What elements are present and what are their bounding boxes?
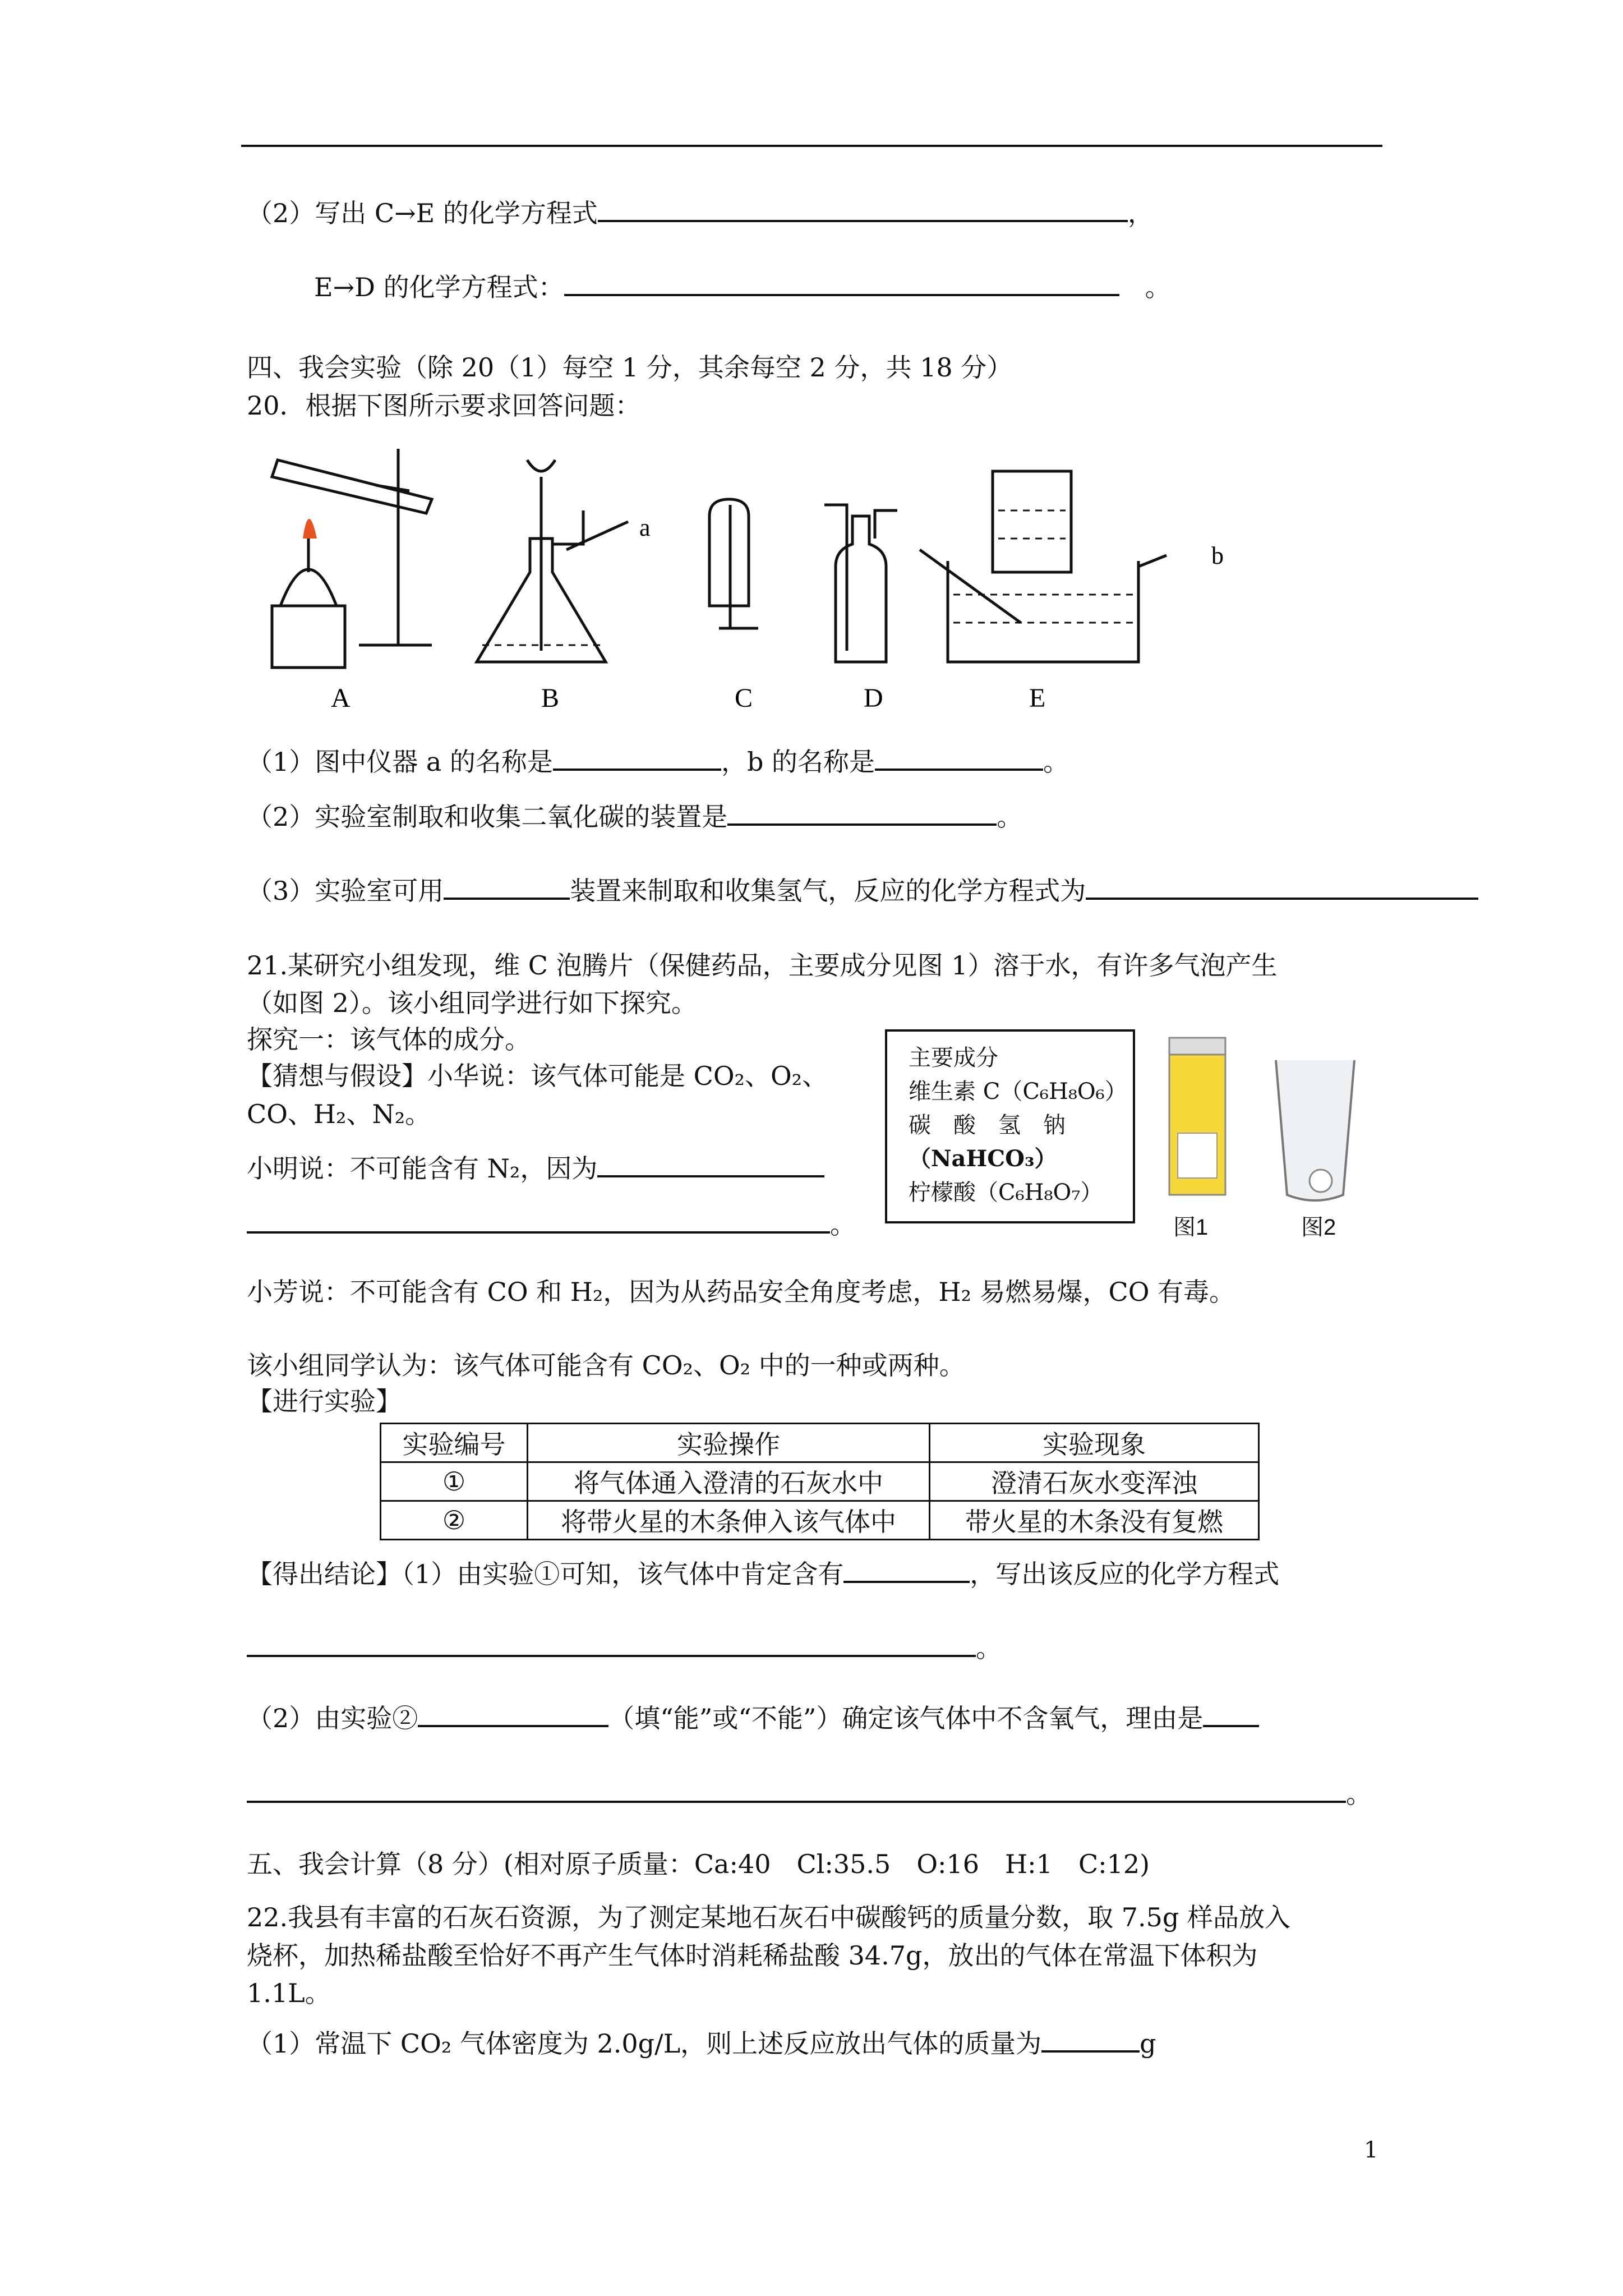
table-cell: 澄清石灰水变浑浊 — [930, 1462, 1259, 1501]
apparatus-label-a: A — [331, 683, 351, 713]
answer-blank[interactable] — [418, 1703, 608, 1727]
gas-bottle — [993, 471, 1071, 572]
table-cell: ② — [381, 1501, 528, 1540]
q22-line3: 1.1L。 — [247, 1978, 331, 2008]
q20-part1: （1）图中仪器 a 的名称是 ，b 的名称是 。 — [247, 747, 1069, 777]
answer-blank[interactable] — [727, 801, 997, 826]
header-rule — [241, 145, 1382, 147]
q21-xiaofang: 小芳说：不可能含有 CO 和 H₂，因为从药品安全角度考虑，H₂ 易燃易爆，CO 有毒。 — [247, 1277, 1235, 1307]
table-row — [381, 1501, 1259, 1540]
q19-line1: （2）写出 C→E 的化学方程式 ， — [247, 198, 1154, 228]
answer-blank[interactable] — [1086, 875, 1478, 900]
q20-part3: （3）实验室可用 装置来制取和收集氢气，反应的化学方程式为 — [247, 875, 1478, 907]
answer-blank[interactable] — [444, 875, 570, 900]
bottle-d — [836, 516, 886, 662]
q21-intro2: （如图 2）。该小组同学进行如下探究。 — [247, 988, 697, 1018]
q21-conclusion2: （2）由实验② （填“能”或“不能”）确定该气体中不含氧气，理由是 — [247, 1703, 1259, 1734]
apparatus-figure — [247, 438, 1256, 729]
table-header: 实验现象 — [930, 1424, 1259, 1462]
lamp-base — [272, 606, 345, 668]
box-line1: 维生素 C（C₆H₈O₆） — [909, 1079, 1127, 1105]
q21-hypo1: 【猜想与假设】小华说：该气体可能是 CO₂、O₂、 — [247, 1061, 828, 1091]
answer-blank[interactable] — [247, 1632, 976, 1657]
table-row — [381, 1462, 1259, 1501]
table-header: 实验操作 — [528, 1424, 930, 1462]
answer-blank[interactable] — [1203, 1703, 1259, 1727]
q21-conclusion2-line2: 。 — [247, 1778, 1372, 1810]
label-a: a — [639, 514, 651, 541]
q22-line2: 烧杯，加热稀盐酸至恰好不再产生气体时消耗稀盐酸 34.7g，放出的气体在常温下体积为 — [247, 1940, 1258, 1971]
label-b: b — [1211, 542, 1224, 569]
answer-blank[interactable] — [598, 197, 1128, 222]
answer-blank[interactable] — [247, 1778, 1346, 1803]
glass-image — [1265, 1049, 1366, 1212]
box-line2: 碳 酸 氢 钠 — [909, 1112, 1066, 1138]
lamp-body — [280, 569, 336, 606]
table-header: 实验编号 — [381, 1424, 528, 1462]
q21-conclusion1-line2: 。 — [247, 1632, 1002, 1664]
q20-intro: 20．根据下图所示要求回答问题： — [247, 390, 641, 421]
box-title: 主要成分 — [909, 1045, 998, 1071]
answer-blank[interactable] — [247, 1209, 830, 1234]
answer-blank[interactable] — [875, 746, 1043, 771]
water-trough — [948, 561, 1138, 662]
test-tube — [272, 460, 432, 513]
q22-part1: （1）常温下 CO₂ 气体密度为 2.0g/L，则上述反应放出气体的质量为 g — [247, 2028, 1156, 2059]
q20-part2: （2）实验室制取和收集二氧化碳的装置是 。 — [247, 802, 1023, 832]
q22-line1: 22.我县有丰富的石灰石资源，为了测定某地石灰石中碳酸钙的质量分数，取 7.5g 样品放入 — [247, 1902, 1291, 1932]
q21-hypo2: CO、H₂、N₂。 — [247, 1099, 431, 1129]
apparatus-label-e: E — [1029, 683, 1046, 713]
fig1-caption: 图1 — [1173, 1215, 1209, 1240]
page-number: 1 — [1364, 2137, 1378, 2163]
q21-xiaoming-line2: 。 — [247, 1209, 856, 1240]
q21-group: 该小组同学认为：该气体可能含有 CO₂、O₂ 中的一种或两种。 — [247, 1350, 965, 1381]
answer-blank[interactable] — [553, 746, 721, 771]
table-cell: ① — [381, 1462, 528, 1501]
apparatus-label-b: B — [541, 683, 560, 713]
answer-blank[interactable] — [1041, 2028, 1140, 2053]
table-header-row — [381, 1424, 1259, 1462]
flame — [303, 519, 317, 539]
fig2-caption: 图2 — [1301, 1215, 1336, 1240]
answer-blank[interactable] — [597, 1153, 824, 1177]
apparatus-label-c: C — [735, 683, 753, 713]
box-line4: 柠檬酸（C₆H₈O₇） — [909, 1180, 1103, 1205]
q21-intro1: 21.某研究小组发现，维 C 泡腾片（保健药品，主要成分见图 1）溶于水，有许多气泡产生 — [247, 950, 1278, 981]
table-cell: 将带火星的木条伸入该气体中 — [528, 1501, 930, 1540]
delivery-tube — [920, 550, 1021, 623]
table-cell: 带火星的木条没有复燃 — [930, 1501, 1259, 1540]
apparatus-label-d: D — [864, 683, 883, 713]
box-line3: （NaHCO₃） — [909, 1145, 1057, 1172]
ingredients-box — [885, 1029, 1135, 1223]
answer-blank[interactable] — [843, 1558, 970, 1583]
answer-blank[interactable] — [564, 272, 1119, 296]
q19-line2: E→D 的化学方程式： 。 — [314, 272, 1171, 302]
q21-conduct: 【进行实验】 — [247, 1386, 402, 1416]
vitamin-tube-image — [1164, 1032, 1231, 1200]
section4-heading: 四、我会实验（除 20（1）每空 1 分，其余每空 2 分，共 18 分） — [247, 352, 1013, 383]
q21-conclusion1: 【得出结论】（1）由实验①可知，该气体中肯定含有 ，写出该反应的化学方程式 — [247, 1559, 1280, 1589]
table-cell: 将气体通入澄清的石灰水中 — [528, 1462, 930, 1501]
section5-heading: 五、我会计算（8 分）(相对原子质量：Ca:40 Cl:35.5 O:16 H:1 C:12) — [247, 1849, 1150, 1879]
experiment-table — [380, 1423, 1260, 1540]
q21-explore1: 探究一：该气体的成分。 — [247, 1024, 531, 1055]
q21-xiaoming: 小明说：不可能含有 N₂，因为 — [247, 1153, 824, 1184]
